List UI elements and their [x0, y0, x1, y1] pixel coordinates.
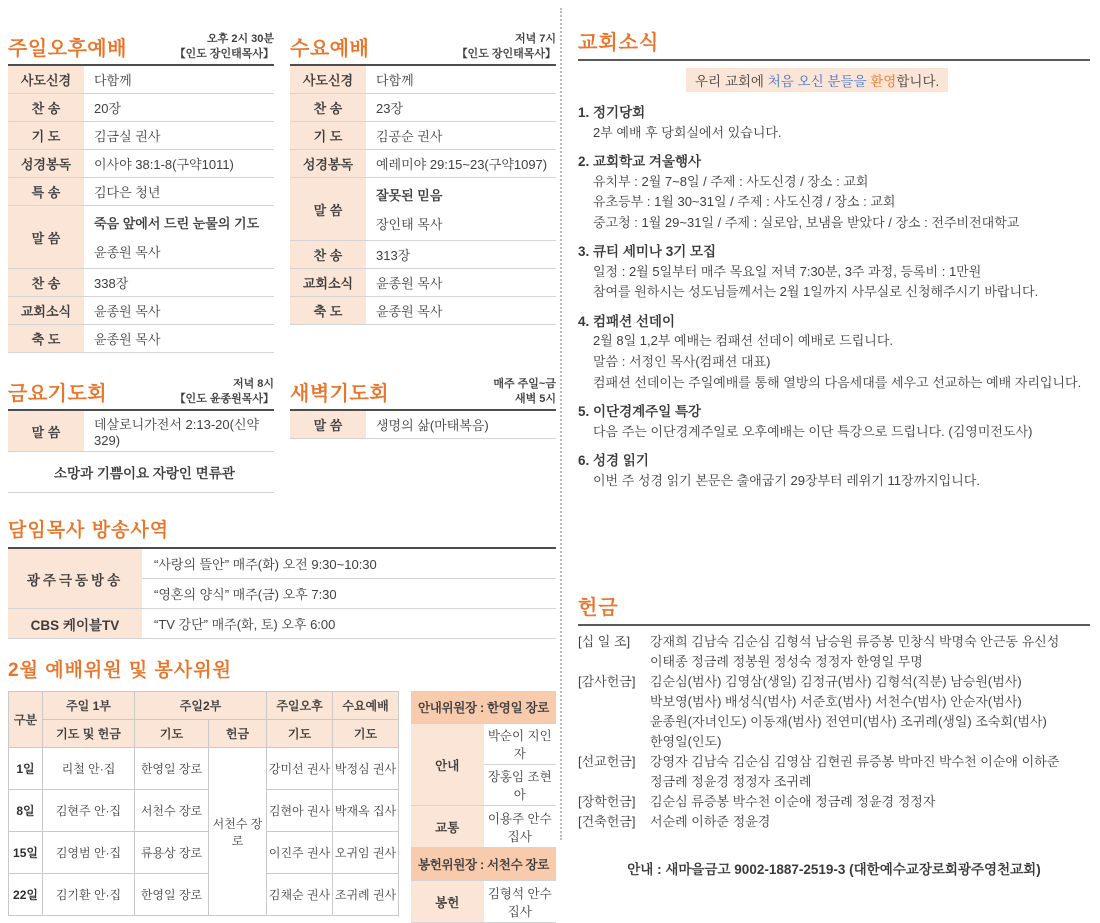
row-label: 찬 송	[8, 269, 84, 296]
news-item-title: 5. 이단경계주일 특강	[578, 404, 702, 420]
news-item-line: 컴패션 선데이는 주일예배를 통해 열방의 다음세대를 세우고 선교하는 예배 자리입니다.	[593, 374, 1082, 390]
news-item-line: 이번 주 성경 읽기 본문은 출애굽기 29장부터 레위기 11장까지입니다.	[593, 472, 980, 488]
program-line: “사랑의 뜰안” 매주(화) 오전 9:30~10:30	[142, 549, 556, 579]
broadcast-ministry-section	[8, 515, 556, 639]
row-value: 338장	[94, 276, 129, 291]
worship-row	[290, 411, 556, 439]
row-label: 말 씀	[8, 411, 84, 451]
news-item-line: 일정 : 2월 5일부터 매주 목요일 저녁 7:30분, 3주 과정, 등록비 : 1만원	[593, 263, 982, 279]
welcome-text: 합니다.	[896, 74, 940, 89]
offering-list	[578, 632, 1090, 832]
sermon-speaker: 장인태 목사	[376, 217, 443, 232]
cell: 강미선 권사	[267, 748, 333, 790]
news-item-line: 참여를 원하시는 성도님들께서는 2월 1일까지 사무실로 신청해주시기 바랍니다.	[593, 284, 1039, 300]
row-value: 20장	[94, 101, 122, 116]
row-value: 예레미야 29:15~23(구약1097)	[376, 157, 548, 172]
row-value: 윤종원 목사	[376, 304, 443, 319]
news-item	[578, 402, 1090, 442]
header-cell: 헌금	[209, 720, 267, 748]
worship-row	[290, 94, 556, 122]
row-label: 말 씀	[8, 206, 84, 268]
offering-tag: [건축헌금]	[578, 814, 636, 830]
offering-names-line: 윤종원(자녀인도) 이동재(범사) 전연미(범사) 조귀례(생일) 조숙회(범사)	[650, 714, 1047, 730]
offering-section	[578, 591, 1090, 878]
header-cell: 기도	[333, 720, 399, 748]
leader-line: 【인도 장인태목사】	[174, 47, 274, 60]
worship-row	[8, 66, 274, 94]
offering-names-line: 서순례 이하준 정윤경	[650, 814, 771, 830]
offering-names-line: 김순심(범사) 김영삼(생일) 김정규(범사) 김형석(직분) 남승원(범사)	[650, 674, 1022, 690]
church-news-section	[578, 26, 1090, 491]
welcome-text-orange: 환영	[870, 74, 897, 89]
offering-names-line: 김순심 류증봉 박수천 이순애 정금례 정윤경 정정자	[650, 794, 936, 810]
offering-tag: [십 일 조]	[578, 634, 631, 650]
row-label: 축 도	[290, 297, 366, 324]
table-row	[411, 881, 556, 923]
committee-tables	[8, 691, 556, 923]
row-label: 특 송	[8, 178, 84, 205]
news-item-title: 6. 성경 읽기	[578, 453, 649, 469]
broadcast-row-febc	[8, 549, 556, 609]
offering-names-line: 박보영(범사) 배성식(범사) 서준호(범사) 서천수(범사) 안순자(범사)	[650, 694, 1022, 710]
offering-chair-header: 봉헌위원장 : 서천수 장로	[411, 848, 556, 881]
cell: 한영일 장로	[135, 748, 209, 790]
sermon-title: 죽음 앞에서 드린 눈물의 기도	[94, 216, 260, 231]
cell: 박정심 권사	[333, 748, 399, 790]
time-line: 새벽 5시	[514, 392, 556, 405]
wednesday-worship-section	[290, 28, 556, 353]
row-label: 찬 송	[290, 94, 366, 121]
section-title: 주일오후예배	[8, 38, 127, 60]
broadcast-programs	[142, 549, 556, 608]
header-cell: 기도 및 헌금	[43, 720, 135, 748]
merged-offering-cell: 서천수 장로	[209, 748, 267, 916]
february-committee-section	[8, 655, 556, 923]
offering-names	[650, 632, 1090, 672]
news-item	[578, 242, 1090, 303]
row-label: 광주극동방송	[8, 549, 142, 608]
news-item-title: 3. 큐티 세미나 3기 모집	[578, 244, 717, 260]
day-cell: 15일	[9, 832, 43, 874]
cell: 김현주 안·집	[43, 790, 135, 832]
worship-row	[8, 325, 274, 353]
dawn-prayer-section	[290, 373, 556, 493]
row-value: 생명의 삶(마태복음)	[376, 418, 489, 433]
row-label: 교회소식	[290, 269, 366, 296]
header-cell: 구분	[9, 692, 43, 748]
cell: 조귀례 권사	[333, 874, 399, 916]
section-header	[8, 373, 274, 411]
section-title: 교회소식	[578, 26, 1090, 61]
row-label: 성경봉독	[290, 150, 366, 177]
leader-line: 【인도 윤종원목사】	[174, 392, 274, 405]
usher-committee-table	[411, 691, 556, 923]
offering-tag: [장학헌금]	[578, 794, 636, 810]
worship-row	[8, 297, 274, 325]
news-item-line: 다음 주는 이단경계주일로 오후예배는 이단 특강으로 드립니다. (김영미전도사)	[593, 423, 1033, 439]
cell: 김형석 안수집사	[484, 881, 557, 923]
row-label: CBS 케이블TV	[8, 609, 142, 638]
sermon-values	[84, 206, 274, 268]
cell: 김채순 권사	[267, 874, 333, 916]
row-label: 성경봉독	[8, 150, 84, 177]
worship-row	[8, 269, 274, 297]
row-value: 이사야 38:1-8(구약1011)	[94, 157, 234, 172]
row-value: 김공순 권사	[376, 129, 443, 144]
row-label: 사도신경	[290, 66, 366, 93]
day-cell: 8일	[9, 790, 43, 832]
worship-row	[290, 241, 556, 269]
row-label: 축 도	[8, 325, 84, 352]
news-item	[578, 152, 1090, 233]
leader-line: 【인도 장인태목사】	[456, 47, 556, 60]
header-cell: 수요예배	[333, 692, 399, 720]
header-cell: 주일2부	[135, 692, 267, 720]
worship-row	[8, 122, 274, 150]
cell: 한영일 장로	[135, 874, 209, 916]
offering-names	[650, 672, 1090, 752]
sermon-values	[366, 178, 556, 240]
program-line: “TV 강단” 매주(화, 토) 오후 6:00	[154, 617, 336, 632]
news-item-line: 2부 예배 후 당회실에서 있습니다.	[593, 124, 782, 140]
row-label: 봉헌	[411, 881, 483, 923]
row-value: 다함께	[376, 73, 414, 88]
row-value: 데살로니가전서 2:13-20(신약329)	[94, 417, 260, 448]
worship-tables-row	[8, 28, 556, 353]
table-header-row	[9, 692, 399, 720]
news-item	[578, 312, 1090, 393]
section-time-leader	[175, 32, 274, 61]
cell: 김기환 안·집	[43, 874, 135, 916]
row-value: 23장	[376, 101, 404, 116]
offering-names-line: 강영자 김남숙 김순심 김영삼 김현권 류증봉 박마진 박수천 이순애 이하준	[650, 754, 1060, 770]
cell: 리철 안·집	[43, 748, 135, 790]
usher-chair-header: 안내위원장 : 한영일 장로	[411, 691, 556, 724]
row-label: 찬 송	[8, 94, 84, 121]
row-value: 윤종원 목사	[376, 276, 443, 291]
sermon-row	[8, 206, 274, 269]
row-value: 윤종원 목사	[94, 332, 161, 347]
time-line: 매주 주일~금	[493, 378, 556, 391]
section-header	[290, 28, 556, 66]
row-label: 말 씀	[290, 411, 366, 438]
offering-names	[650, 792, 1090, 812]
table-row	[9, 748, 399, 790]
offering-names	[650, 812, 1090, 832]
offering-entry	[578, 672, 1090, 752]
cell: 이진주 권사	[267, 832, 333, 874]
cell: 서천수 장로	[135, 790, 209, 832]
worship-row	[8, 94, 274, 122]
worship-row	[290, 297, 556, 325]
section-time-leader	[493, 377, 556, 406]
row-label: 기 도	[290, 122, 366, 149]
section-title: 금요기도회	[8, 383, 108, 405]
section-time-leader	[457, 32, 556, 61]
row-value: 313장	[376, 248, 411, 263]
day-cell: 1일	[9, 748, 43, 790]
offering-names-line: 강재희 김남숙 김순심 김형석 남승원 류증봉 민창식 박명숙 안근동 유신성	[650, 634, 1060, 650]
table-header-row	[411, 848, 556, 881]
section-title: 2월 예배위원 및 봉사위원	[8, 660, 232, 681]
program-line: “영혼의 양식” 매주(금) 오후 7:30	[154, 587, 337, 602]
worship-row	[290, 122, 556, 150]
welcome-banner	[686, 68, 948, 92]
table-subheader-row	[9, 720, 399, 748]
offering-names	[650, 752, 1090, 792]
news-item-line: 말씀 : 서정인 목사(컴패션 대표)	[593, 353, 771, 369]
table-row	[9, 874, 399, 916]
offering-tag: [선교헌금]	[578, 754, 636, 770]
offering-entry	[578, 812, 1090, 832]
header-cell: 주일 1부	[43, 692, 135, 720]
section-title: 수요예배	[290, 38, 370, 60]
table-row	[9, 790, 399, 832]
news-item-line: 중고청 : 1월 29~31일 / 주제 : 실로암, 보냄을 받았다 / 장소 : 전주비전대학교	[593, 214, 1020, 230]
row-label: 찬 송	[290, 241, 366, 268]
sermon-theme-note: 소망과 기쁨이요 자랑인 면류관	[8, 452, 274, 493]
section-header	[290, 373, 556, 411]
offering-names-line: 한영일(인도)	[650, 734, 722, 750]
news-item-title: 4. 컴패션 선데이	[578, 313, 676, 329]
offering-entry	[578, 632, 1090, 672]
sermon-speaker: 윤종원 목사	[94, 245, 161, 260]
news-item-title: 2. 교회학교 겨울행사	[578, 154, 702, 170]
news-item-line: 유치부 : 2월 7~8일 / 주제 : 사도신경 / 장소 : 교회	[593, 173, 869, 189]
cell: 박순이 지인자	[484, 724, 557, 765]
offering-entry	[578, 792, 1090, 812]
sermon-row	[290, 178, 556, 241]
section-time-leader	[175, 377, 274, 406]
time-line: 저녁 7시	[514, 33, 556, 46]
cell: 김현아 권사	[267, 790, 333, 832]
row-label: 사도신경	[8, 66, 84, 93]
offering-names-line: 이태종 정금례 정봉원 정성숙 정정자 한영일 무명	[650, 654, 923, 670]
cell: 박재옥 집사	[333, 790, 399, 832]
welcome-text: 우리 교회에	[695, 74, 768, 89]
worship-row	[290, 269, 556, 297]
offering-entry	[578, 752, 1090, 792]
page-divider	[560, 8, 562, 840]
row-label: 교통	[411, 806, 483, 848]
sunday-afternoon-worship-section	[8, 28, 274, 353]
prayer-tables-row	[8, 373, 556, 493]
table-row	[9, 832, 399, 874]
section-header	[8, 28, 274, 66]
broadcast-row-cbs	[8, 609, 556, 639]
table-row	[411, 724, 556, 765]
cell: 오귀임 권사	[333, 832, 399, 874]
worship-row	[8, 411, 274, 452]
welcome-text-blue: 처음 오신 분들을	[767, 74, 871, 89]
offering-tag: [감사헌금]	[578, 674, 636, 690]
cell: 장홍임 조현아	[484, 765, 557, 806]
worship-row	[290, 150, 556, 178]
row-label: 안내	[411, 724, 483, 806]
worship-row	[290, 66, 556, 94]
section-title: 담임목사 방송사역	[8, 515, 556, 549]
header-cell: 기도	[135, 720, 209, 748]
friday-prayer-section	[8, 373, 274, 493]
row-label: 기 도	[8, 122, 84, 149]
day-cell: 22일	[9, 874, 43, 916]
news-item-line: 유초등부 : 1월 30~31일 / 주제 : 사도신경 / 장소 : 교회	[593, 194, 896, 210]
news-item	[578, 103, 1090, 143]
time-line: 오후 2시 30분	[207, 33, 274, 46]
header-cell: 기도	[267, 720, 333, 748]
news-item-line: 2월 8일 1,2부 예배는 컴패션 선데이 예배로 드립니다.	[593, 333, 894, 349]
time-line: 저녁 8시	[232, 378, 274, 391]
news-item-title: 1. 정기당회	[578, 105, 646, 120]
cell: 이용주 안수집사	[484, 806, 557, 848]
worship-committee-table	[8, 691, 399, 916]
offering-names-line: 정금례 정윤경 정정자 조귀례	[650, 774, 812, 790]
section-title: 새벽기도회	[290, 383, 390, 405]
bulletin-left-page	[8, 0, 556, 923]
worship-row	[8, 150, 274, 178]
section-title: 헌금	[578, 591, 1090, 626]
row-value: 김다은 청년	[94, 185, 161, 200]
row-value: 김금실 권사	[94, 129, 161, 144]
news-item	[578, 451, 1090, 491]
row-label: 말 씀	[290, 178, 366, 240]
row-value: 윤종원 목사	[94, 304, 161, 319]
table-header-row	[411, 691, 556, 724]
row-label: 교회소식	[8, 297, 84, 324]
header-cell: 주일오후	[267, 692, 333, 720]
sermon-title: 잘못된 믿음	[376, 188, 443, 203]
bulletin-right-page	[578, 0, 1090, 878]
cell: 류용상 장로	[135, 832, 209, 874]
table-row	[411, 806, 556, 848]
row-value: 다함께	[94, 73, 132, 88]
worship-row	[8, 178, 274, 206]
cell: 김영범 안·집	[43, 832, 135, 874]
bank-account-info: 안내 : 새마을금고 9002-1887-2519-3 (대한예수교장로회광주영천교회)	[627, 862, 1041, 878]
